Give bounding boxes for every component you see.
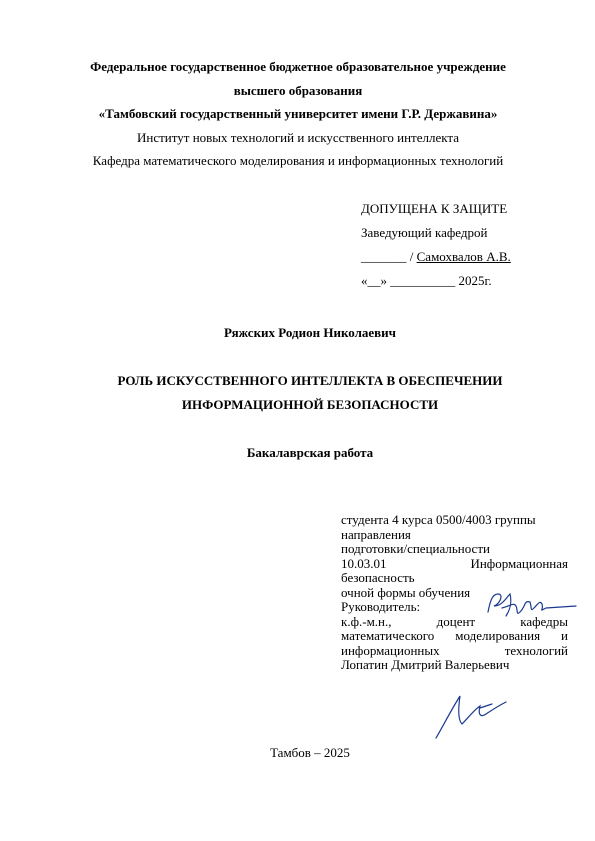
student-specialty-label: подготовки/специальности — [341, 541, 490, 556]
approval-date: «__» __________ 2025г. — [361, 273, 492, 288]
institute-name: Институт новых технологий и искусственного интеллекта — [137, 129, 459, 145]
header-line-2: высшего образования — [233, 82, 363, 98]
supervisor-degree: к.ф.-м.н., доцент кафедры — [341, 613, 568, 629]
institution-header — [0, 58, 595, 176]
author-name: Ряжских Родион Николаевич — [223, 325, 397, 340]
university-name: «Тамбовский государственный университет имени Г.Р. Державина» — [98, 106, 498, 121]
student-specialty-name: безопасность — [341, 570, 415, 585]
student-signature-icon — [480, 588, 580, 624]
city-year: Тамбов – 2025 — [270, 745, 350, 760]
head-name: Самохвалов А.В. — [416, 249, 511, 264]
student-direction: направления — [341, 526, 411, 542]
approval-position: Заведующий кафедрой — [361, 225, 488, 240]
student-specialty-code: 10.03.01 Информационная — [341, 555, 568, 571]
approval-block — [361, 200, 511, 296]
student-course-group: студента 4 курса 0500/4003 группы — [341, 512, 536, 527]
thesis-title — [0, 372, 595, 419]
thesis-title-line-1: РОЛЬ ИСКУССТВЕННОГО ИНТЕЛЛЕКТА В ОБЕСПЕЧЕНИИ — [117, 373, 503, 388]
study-form: очной формы обучения — [341, 584, 471, 600]
signature-separator: / — [406, 249, 417, 264]
supervisor-department-2: информационных технологий — [341, 642, 568, 658]
supervisor-signature-icon — [430, 690, 510, 742]
supervisor-name: Лопатин Дмитрий Валерьевич — [341, 657, 510, 672]
thesis-title-line-2: ИНФОРМАЦИОННОЙ БЕЗОПАСНОСТИ — [181, 396, 439, 412]
supervisor-department-1: математического моделирования и — [341, 628, 568, 643]
department-name: Кафедра математического моделирования и информационных технологий — [92, 153, 504, 168]
approval-status: ДОПУЩЕНА К ЗАЩИТЕ — [361, 201, 508, 216]
supervisor-label: Руководитель: — [341, 599, 421, 614]
signature-blank: _______ — [361, 249, 407, 264]
work-type: Бакалаврская работа — [246, 445, 374, 460]
header-line-1: Федеральное государственное бюджетное образовательное учреждение — [90, 59, 506, 74]
approval-signature-line — [361, 248, 511, 272]
